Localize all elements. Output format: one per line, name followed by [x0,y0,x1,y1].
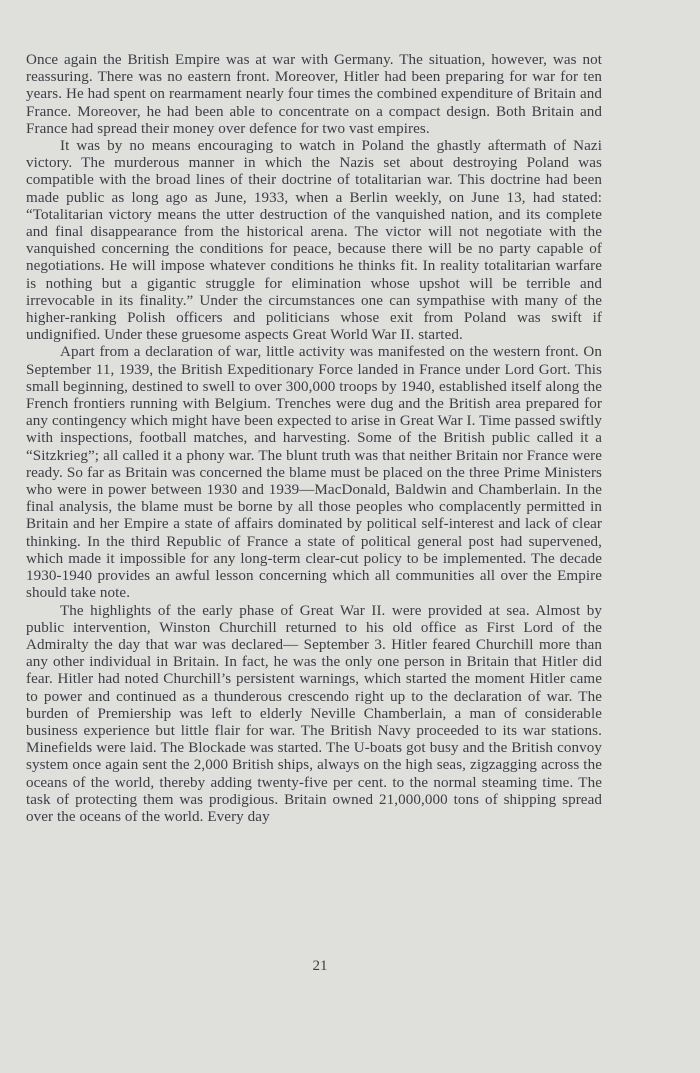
paragraph-3: Apart from a declaration of war, little activity was manifested on the western front. On September 11, 1939, the British Expeditionary Force landed in France under Lord Gort. This small beginning, destined to swell to over 300,000 troops by 1940, established itself along the French frontiers running with Belgium. Trenches were dug and the British area prepared for any contingency which might have been expected to arise in Great War I. Time passed swiftly with inspections, football matches, and harvesting. Some of the British public called it a “Sitzkrieg”; all called it a phony war. The blunt truth was that neither Britain nor France were ready. So far as Britain was concerned the blame must be placed on the three Prime Ministers who were in power between 1930 and 1939—MacDonald, Baldwin and Chamberlain. In the final analysis, the blame must be borne by all those peoples who complacently permitted in Britain and her Empire a state of affairs dominated by political self-interest and lack of clear thinking. In the third Republic of France a state of political general post had supervened, which made it impossible for any long-term clear-cut policy to be implemented. The decade 1930-1940 provides an awful lesson concerning which all communities all over the Empire should take note. [26,344,602,602]
paragraph-4: The highlights of the early phase of Great War II. were provided at sea. Almost by public intervention, Winston Churchill returned to his old office as First Lord of the Admiralty the day that war was declared— September 3. Hitler feared Churchill more than any other individual in Britain. In fact, he was the only one person in Britain that Hitler did fear. Hitler had noted Churchill’s persistent warnings, which started the moment Hitler came to power and continued as a thunderous crescendo right up to the declaration of war. The burden of Premiership was left to elderly Neville Chamberlain, a man of considerable business experience but little flair for war. The British Navy proceeded to its war stations. Minefields were laid. The Blockade was started. The U-boats got busy and the British convoy system once again sent the 2,000 British ships, always on the high seas, zigzagging across the oceans of the world, thereby adding twenty-five per cent. to the normal steaming time. The task of protecting them was prodigious. Britain owned 21,000,000 tons of shipping spread over the oceans of the world. Every day [26,602,602,825]
body-text [26,52,602,826]
paragraph-1: Once again the British Empire was at war with Germany. The situation, however, was not reassuring. There was no eastern front. Moreover, Hitler had been preparing for war for ten years. He had spent on rearmament nearly four times the combined expenditure of Britain and France. Moreover, he had been able to concentrate on a compact design. Both Britain and France had spread their money over defence for two vast empires. [26,52,602,137]
paragraph-2: It was by no means encouraging to watch in Poland the ghastly aftermath of Nazi victory. The murderous manner in which the Nazis set about destroying Poland was compatible with the broad lines of their doctrine of totalitarian war. This doctrine had been made public as long ago as June, 1933, when a Berlin weekly, on June 13, had stated: “Totalitarian victory means the utter destruction of the vanquished nation, and its complete and final disappearance from the historical arena. The victor will not negotiate with the vanquished concerning the conditions for peace, because there will be no party capable of negotiations. He will impose whatever conditions he thinks fit. In reality totalitarian warfare is nothing but a gigantic struggle for elimination whose upshot will be terrible and irrevocable in its finality.” Under the circumstances one can sympathise with many of the higher-ranking Polish officers and politicians whose exit from Poland was swift if undignified. Under these gruesome aspects Great World War II. started. [26,138,602,344]
page-number: 21 [312,958,328,974]
